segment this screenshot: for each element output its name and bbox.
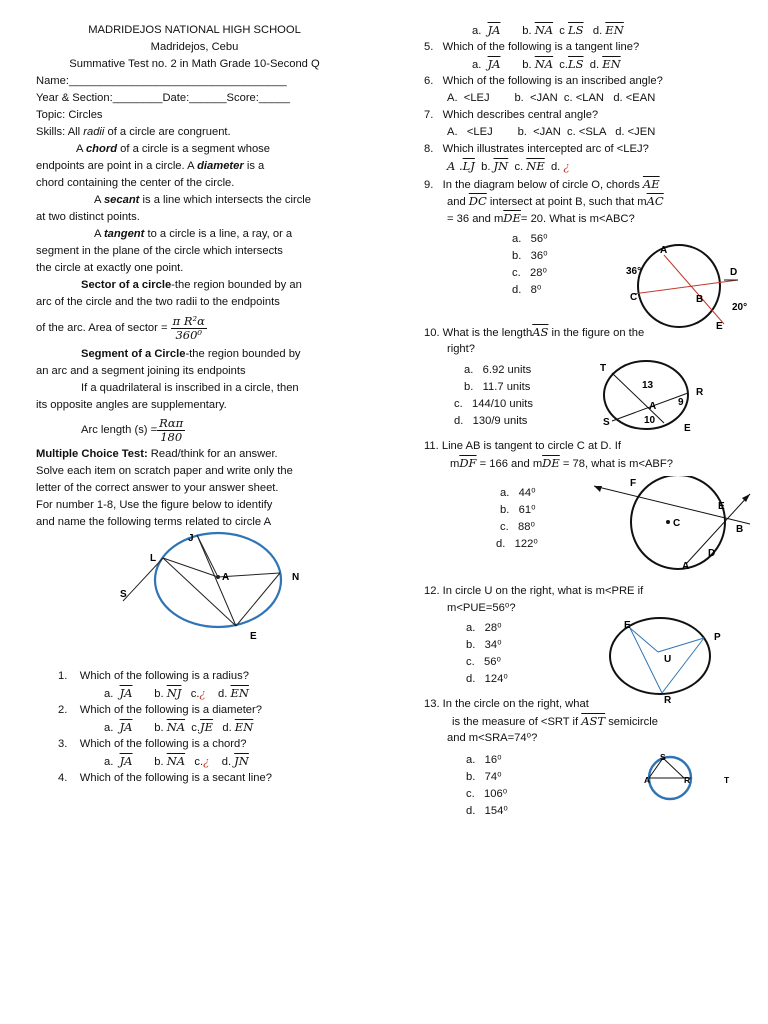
year-section-field[interactable]: Year & Section:________Date:______Score:_____ bbox=[36, 92, 290, 104]
question-12-option-d[interactable]: d. 124⁰ bbox=[466, 673, 508, 685]
chord-definition-2: endpoints are point in a circle. A diameter is a bbox=[36, 160, 265, 172]
label-e: E bbox=[718, 501, 725, 512]
label-b: B bbox=[696, 294, 704, 305]
question-6: 6. Which of the following is an inscribed angle? bbox=[424, 75, 663, 87]
mc-instructions: Multiple Choice Test: Read/think for an answer. bbox=[36, 448, 278, 460]
question-1-options[interactable]: a. $\overline{JA}$ b. $\overline{NJ}$ c.¿ d. $\overline{EN}$ bbox=[104, 686, 249, 700]
question-13-line-2: is the measure of <SRT if $\overline{AST}$ semicircle bbox=[452, 714, 658, 728]
question-11: 11. Line AB is tangent to circle C at D. If bbox=[424, 440, 621, 452]
question-12-option-b[interactable]: b. 34⁰ bbox=[466, 639, 502, 651]
arc-length-formula: Arc length (s) = $\frac{\text{Rαπ}}{180}$ bbox=[81, 415, 184, 444]
radius-ue bbox=[630, 628, 658, 652]
sector-definition-2: arc of the circle and the two radii to the endpoints bbox=[36, 296, 280, 308]
label-e: E bbox=[684, 423, 691, 434]
tangent-definition-2: segment in the plane of the circle which intersects bbox=[36, 245, 283, 257]
question-11-option-c[interactable]: c. 88⁰ bbox=[500, 521, 535, 533]
label-36: 36° bbox=[626, 266, 642, 277]
tangent-figure bbox=[590, 476, 760, 576]
question-10-option-a[interactable]: a. 6.92 units bbox=[464, 364, 532, 376]
label-c: C bbox=[673, 518, 681, 529]
tangent-definition: A tangent to a circle is a line, a ray, or a bbox=[94, 228, 293, 240]
circle-u-figure bbox=[600, 616, 730, 706]
label-s: S bbox=[120, 589, 127, 600]
label-10: 10 bbox=[644, 415, 656, 426]
question-2: 2. Which of the following is a diameter? bbox=[58, 704, 262, 716]
question-3: 3. Which of the following is a chord? bbox=[58, 738, 247, 750]
question-13-option-c[interactable]: c. 106⁰ bbox=[466, 788, 508, 800]
question-2-options[interactable]: a. $\overline{JA}$ b. $\overline{NA}$ $c.\overline{JE}$ d. $\overline{EN}$ bbox=[104, 720, 254, 734]
question-13-line-3: and m<SRA=74⁰? bbox=[447, 732, 538, 744]
question-7-options[interactable]: A. <LEJ b. <JAN c. <SLA d. <JEN bbox=[447, 126, 656, 138]
label-t: T bbox=[724, 775, 730, 785]
question-1: 1. Which of the following is a radius? bbox=[58, 670, 249, 682]
semicircle-figure bbox=[636, 750, 746, 804]
question-8: 8. Which illustrates intercepted arc of <LEJ? bbox=[424, 143, 649, 155]
question-12: 12. In circle U on the right, what is m<PRE if bbox=[424, 585, 644, 597]
question-7: 7. Which describes central angle? bbox=[424, 109, 599, 121]
chord-rp bbox=[662, 638, 704, 693]
center-point-a bbox=[216, 575, 220, 579]
segment-definition-2: an arc and a segment joining its endpoints bbox=[36, 365, 246, 377]
label-f: F bbox=[630, 478, 637, 489]
question-8-options[interactable]: A $.\overline{LJ}$ b. $\overline{JN}$ c. $\overline{NE}$ d. ¿ bbox=[447, 159, 570, 173]
label-13: 13 bbox=[642, 380, 654, 391]
question-9-option-d[interactable]: d. 8⁰ bbox=[512, 284, 542, 296]
question-5: 5. Which of the following is a tangent line? bbox=[424, 41, 640, 53]
mc-instructions-2: Solve each item on scratch paper and write only the bbox=[36, 465, 293, 477]
tangent-definition-3: the circle at exactly one point. bbox=[36, 262, 184, 274]
chord-je bbox=[197, 535, 236, 626]
chord-er bbox=[630, 628, 662, 693]
chord-en bbox=[236, 573, 280, 626]
label-u: U bbox=[664, 654, 672, 665]
label-p: P bbox=[714, 632, 721, 643]
question-10-option-b[interactable]: b. 11.7 units bbox=[464, 381, 531, 393]
circle-a-outline bbox=[155, 533, 281, 627]
question-11-option-b[interactable]: b. 61⁰ bbox=[500, 504, 536, 516]
circle-o-outline bbox=[638, 245, 720, 327]
question-4-options[interactable]: a. $\overline{JA}$ b. $\overline{NA}$ c $\overline{LS}$ d. $\overline{EN}$ bbox=[472, 23, 624, 37]
question-9-option-c[interactable]: c. 28⁰ bbox=[512, 267, 547, 279]
quadrilateral-note-2: its opposite angles are supplementary. bbox=[36, 399, 227, 411]
label-a: A bbox=[682, 561, 690, 572]
question-10-option-d[interactable]: d. 130/9 units bbox=[454, 415, 528, 427]
question-10-line-2: right? bbox=[447, 343, 475, 355]
label-r: R bbox=[664, 695, 672, 706]
skills-line: Skills: All radii of a circle are congruent. bbox=[36, 126, 231, 138]
label-d: D bbox=[708, 548, 716, 559]
test-title: Summative Test no. 2 in Math Grade 10-Second Q bbox=[69, 58, 320, 70]
quadrilateral-note: If a quadrilateral is inscribed in a circle, then bbox=[81, 382, 299, 394]
secant-arrow bbox=[594, 486, 602, 492]
label-t: T bbox=[600, 363, 607, 374]
question-11-option-a[interactable]: a. 44⁰ bbox=[500, 487, 536, 499]
sector-definition: Sector of a circle-the region bounded by an bbox=[81, 279, 302, 291]
segment-definition: Segment of a Circle-the region bounded by bbox=[81, 348, 301, 360]
mc-instructions-4: For number 1-8, Use the figure below to identify bbox=[36, 499, 273, 511]
school-name: MADRIDEJOS NATIONAL HIGH SCHOOL bbox=[88, 24, 301, 36]
secant-bf bbox=[594, 486, 750, 524]
label-a: A bbox=[222, 572, 230, 583]
question-11-line-2: $m\overline{DF} = 166$ and $m\overline{DE} = 78$, what is m<ABF? bbox=[450, 456, 673, 470]
question-13-option-d[interactable]: d. 154⁰ bbox=[466, 805, 508, 817]
center-point-c bbox=[666, 520, 670, 524]
label-d: D bbox=[730, 267, 738, 278]
question-9: 9. In the diagram below of circle O, chords $\overline{AE}$ bbox=[424, 177, 660, 191]
label-9: 9 bbox=[678, 397, 684, 408]
topic-line: Topic: Circles bbox=[36, 109, 103, 121]
label-s: S bbox=[660, 752, 666, 762]
label-s: S bbox=[603, 417, 610, 428]
question-13-option-a[interactable]: a. 16⁰ bbox=[466, 754, 502, 766]
circle-a-figure bbox=[100, 525, 320, 655]
label-c: C bbox=[630, 292, 638, 303]
chord-le bbox=[163, 558, 236, 626]
chord-te bbox=[612, 373, 664, 423]
question-12-option-a[interactable]: a. 28⁰ bbox=[466, 622, 502, 634]
question-13: 13. In the circle on the right, what bbox=[424, 698, 589, 710]
sector-area-formula: of the arc. Area of sector = $\frac{\text{π R²α}}{\text{360⁰}}$ bbox=[36, 313, 205, 342]
name-field[interactable]: Name:___________________________________ bbox=[36, 75, 287, 87]
question-10-option-c[interactable]: c. 144/10 units bbox=[454, 398, 533, 410]
question-12-option-c[interactable]: c. 56⁰ bbox=[466, 656, 501, 668]
question-6-options[interactable]: A. <LEJ b. <JAN c. <LAN d. <EAN bbox=[447, 92, 656, 104]
chord-definition: A chord of a circle is a segment whose bbox=[76, 143, 270, 155]
chord-definition-3: chord containing the center of the circle. bbox=[36, 177, 235, 189]
chords-figure bbox=[590, 357, 710, 437]
label-20: 20° bbox=[732, 302, 748, 313]
label-a: A bbox=[644, 775, 651, 785]
circle-o-figure bbox=[620, 240, 760, 332]
secant-definition-2: at two distinct points. bbox=[36, 211, 140, 223]
question-9-line-2: and $\overline{DC}$ intersect at point B, such that $m\overline{AC}$ bbox=[447, 194, 664, 208]
chord-dc bbox=[633, 280, 738, 294]
secant-definition: A secant is a line which intersects the circle bbox=[94, 194, 312, 206]
question-11-option-d[interactable]: d. 122⁰ bbox=[496, 538, 538, 550]
label-l: L bbox=[150, 553, 157, 564]
mc-instructions-5: and name the following terms related to circle A bbox=[36, 516, 272, 528]
question-13-option-b[interactable]: b. 74⁰ bbox=[466, 771, 502, 783]
label-n: N bbox=[292, 572, 300, 583]
label-j: J bbox=[188, 533, 194, 544]
school-location: Madridejos, Cebu bbox=[150, 41, 239, 53]
mc-instructions-3: letter of the correct answer to your answer sheet. bbox=[36, 482, 279, 494]
label-a: A bbox=[649, 401, 657, 412]
question-9-line-3: = 36 and $m\overline{DE}= 20$. What is m<ABC? bbox=[447, 211, 635, 225]
label-a: A bbox=[660, 245, 668, 256]
question-9-option-a[interactable]: a. 56⁰ bbox=[512, 233, 548, 245]
question-3-options[interactable]: a. $\overline{JA}$ b. $\overline{NA}$ c.¿ d. $\overline{JN}$ bbox=[104, 754, 249, 768]
radius-up bbox=[658, 638, 704, 652]
label-e: E bbox=[250, 631, 257, 642]
label-r: R bbox=[696, 387, 704, 398]
label-e: E bbox=[624, 620, 631, 631]
question-4: 4. Which of the following is a secant line? bbox=[58, 772, 272, 784]
question-10: 10. What is the $length\overline{AS}$ in the figure on the bbox=[424, 325, 645, 339]
question-9-option-b[interactable]: b. 36⁰ bbox=[512, 250, 548, 262]
label-r: R bbox=[684, 775, 691, 785]
question-12-line-2: m<PUE=56⁰? bbox=[447, 602, 516, 614]
label-b: B bbox=[736, 524, 744, 535]
label-e: E bbox=[716, 321, 723, 332]
question-5-options[interactable]: a. $\overline{JA}$ b. $\overline{NA}$ $c.\overline{LS}$ d. $\overline{EN}$ bbox=[472, 57, 621, 71]
